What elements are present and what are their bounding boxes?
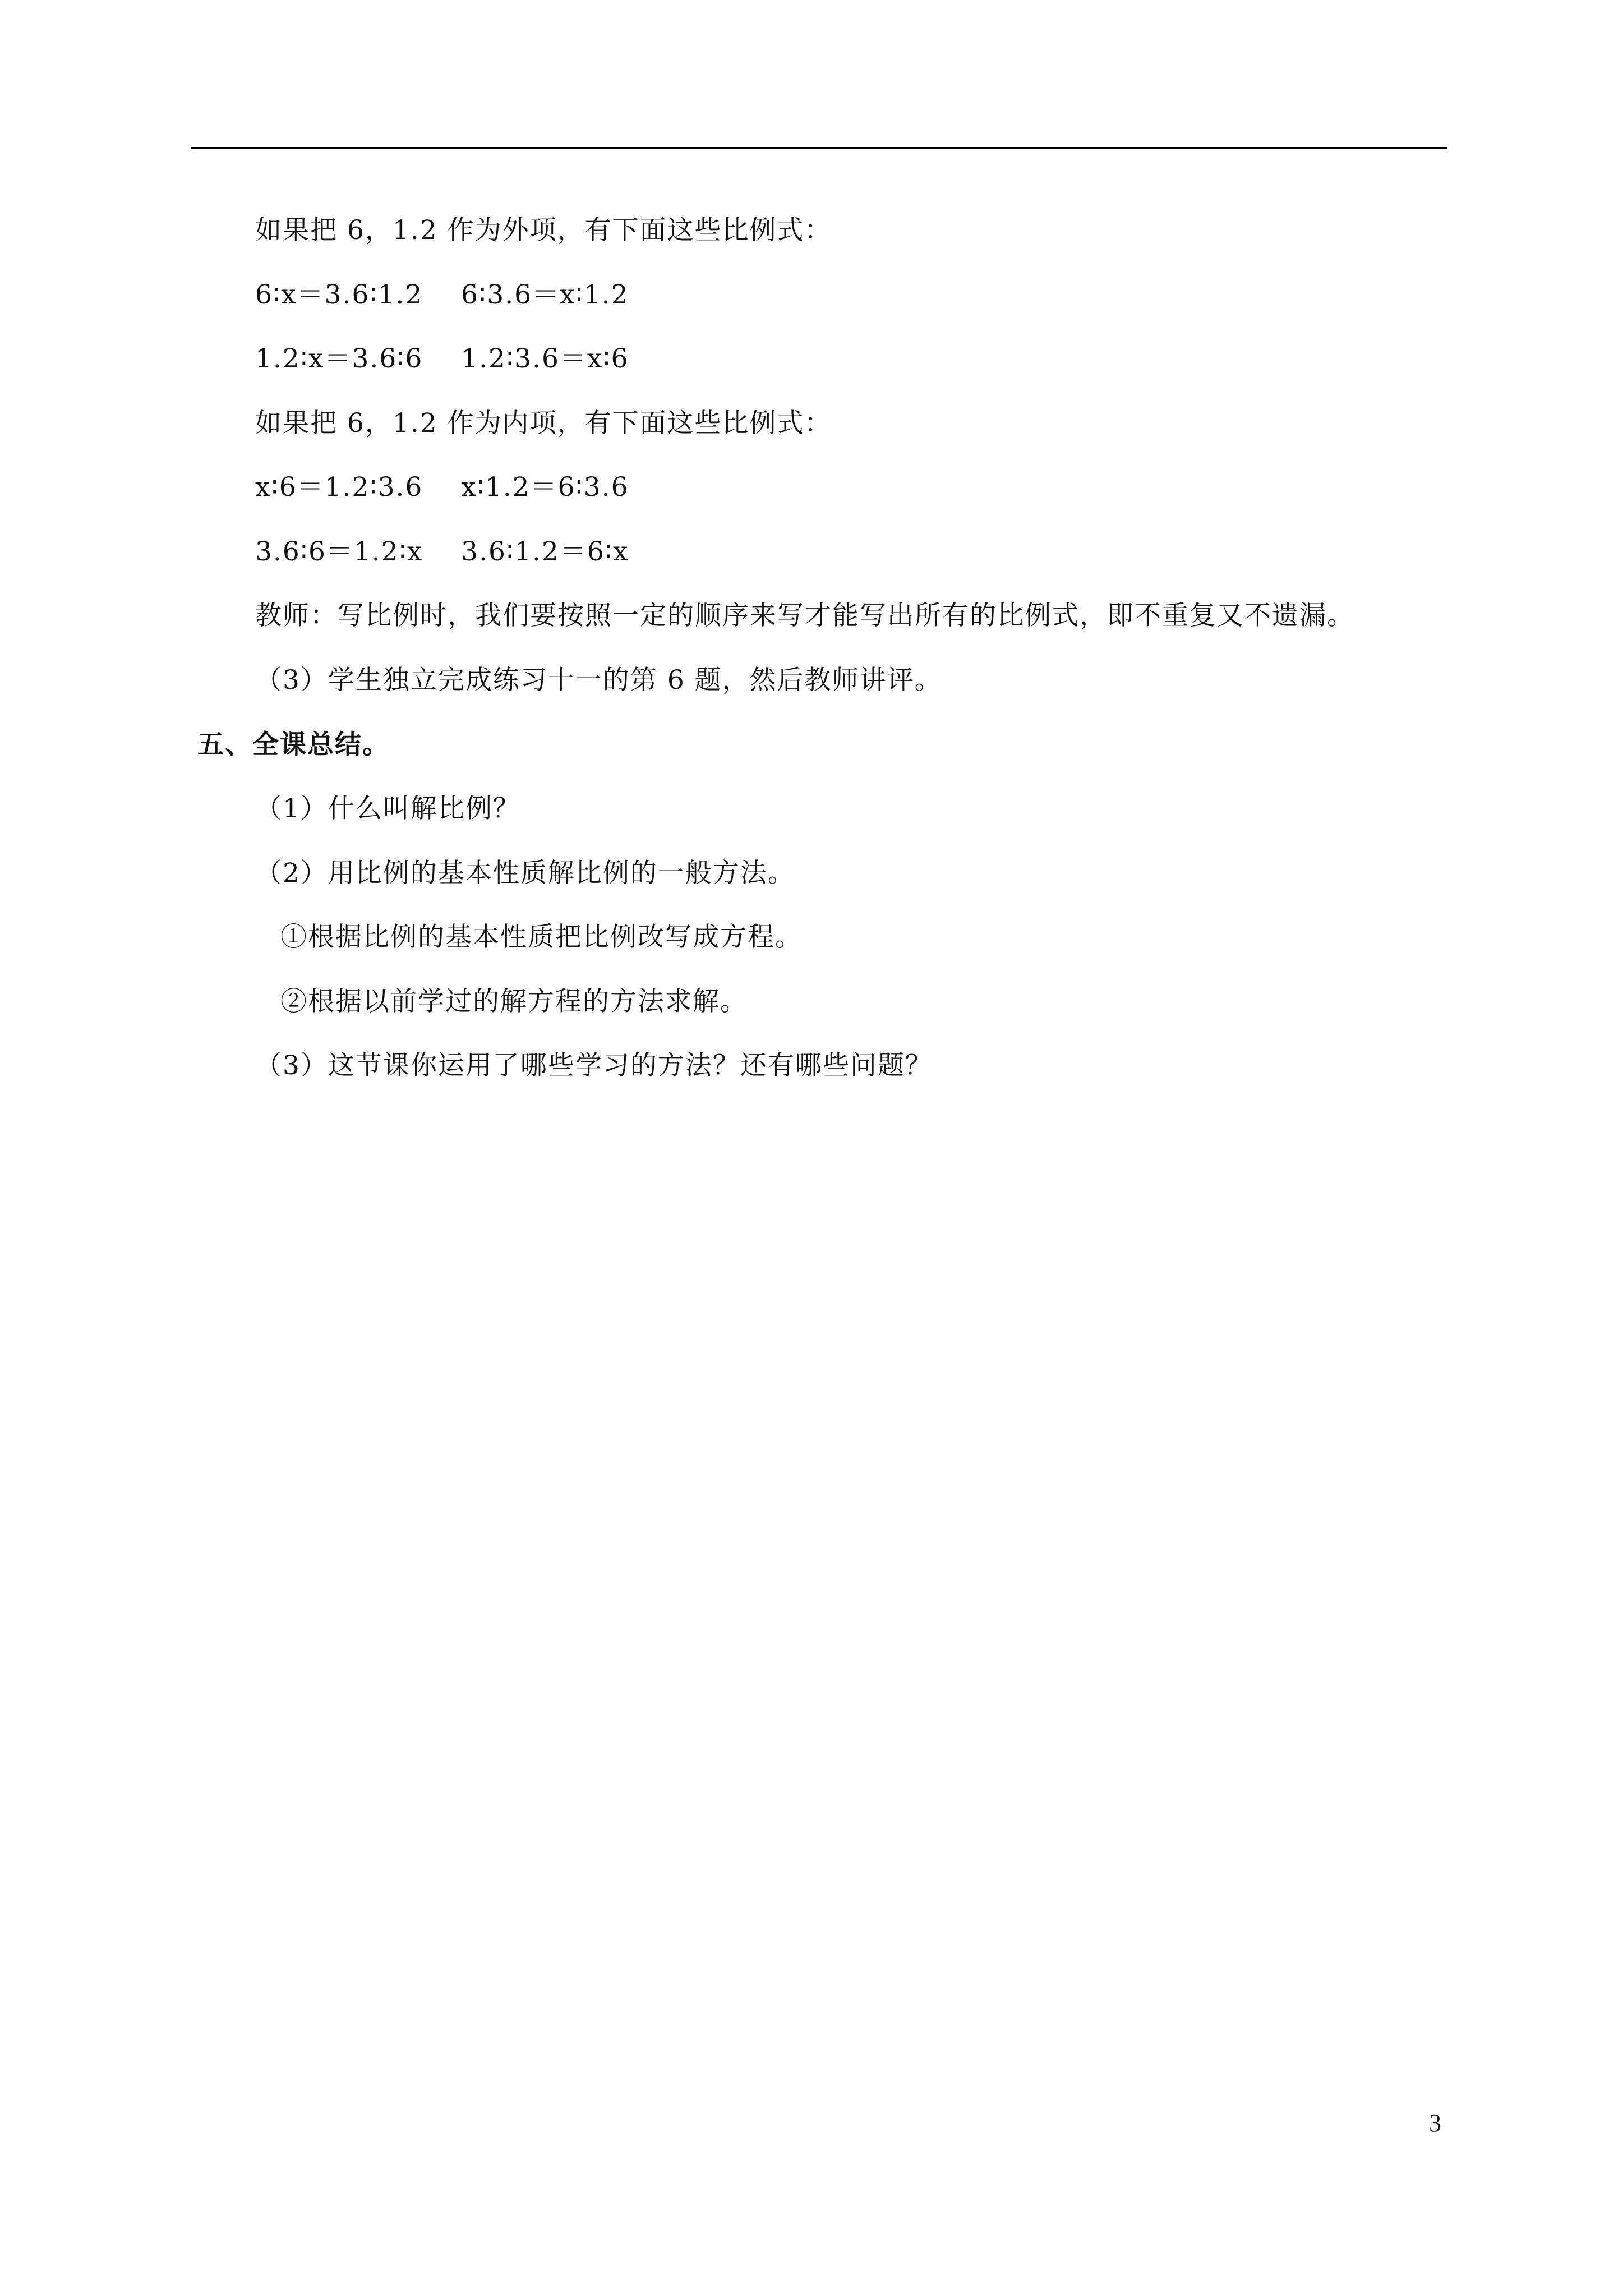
summary-item: （3）这节课你运用了哪些学习的方法？还有哪些问题？ <box>255 1050 933 1081</box>
summary-subitem: ②根据以前学过的解方程的方法求解。 <box>280 986 748 1017</box>
summary-item: （1）什么叫解比例？ <box>255 793 520 824</box>
proportion-line: x∶6＝1.2∶3.6 x∶1.2＝6∶3.6 <box>255 472 629 503</box>
header-rule <box>191 147 1447 149</box>
proportion-line: 1.2∶x＝3.6∶6 1.2∶3.6＝x∶6 <box>255 343 629 374</box>
teacher-note: 教师：写比例时，我们要按照一定的顺序来写才能写出所有的比例式，即不重复又不遗漏。 <box>255 600 1354 631</box>
summary-subitem: ①根据比例的基本性质把比例改写成方程。 <box>280 922 803 953</box>
paragraph-outer-terms-intro: 如果把 6，1.2 作为外项，有下面这些比例式： <box>255 215 832 246</box>
exercise-instruction: （3）学生独立完成练习十一的第 6 题，然后教师讲评。 <box>255 665 942 696</box>
page-number: 3 <box>1429 2109 1441 2137</box>
summary-item: （2）用比例的基本性质解比例的一般方法。 <box>255 858 795 889</box>
proportion-line: 6∶x＝3.6∶1.2 6∶3.6＝x∶1.2 <box>255 279 629 310</box>
proportion-line: 3.6∶6＝1.2∶x 3.6∶1.2＝6∶x <box>255 536 629 567</box>
section-heading: 五、全课总结。 <box>197 729 390 760</box>
paragraph-inner-terms-intro: 如果把 6，1.2 作为内项，有下面这些比例式： <box>255 408 832 439</box>
